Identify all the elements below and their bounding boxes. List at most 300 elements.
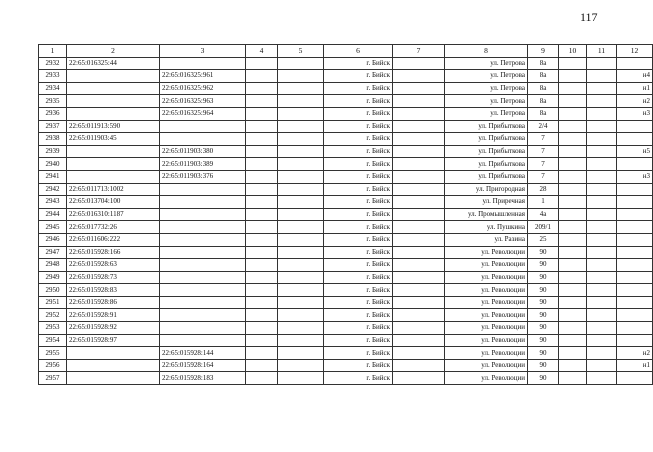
table-row	[39, 57, 653, 70]
cell-col-11	[587, 271, 617, 284]
cell-col-9: 90	[528, 284, 559, 297]
cell-col-11	[587, 296, 617, 309]
cell-col-5	[278, 246, 324, 259]
cell-col-12	[617, 208, 653, 221]
cell-col-1: 2955	[39, 347, 67, 360]
table-row	[39, 322, 653, 335]
table-row	[39, 233, 653, 246]
cell-col-9: 8а	[528, 82, 559, 95]
cell-col-11	[587, 233, 617, 246]
cell-col-9: 7	[528, 158, 559, 171]
cell-col-8: ул. Революции	[445, 271, 528, 284]
cell-col-9: 209/1	[528, 221, 559, 234]
cell-col-6: г. Бийск	[324, 170, 393, 183]
cell-col-6: г. Бийск	[324, 233, 393, 246]
cell-col-6: г. Бийск	[324, 183, 393, 196]
cell-col-2	[67, 95, 160, 108]
cell-col-2	[67, 347, 160, 360]
cell-col-8: ул. Разина	[445, 233, 528, 246]
cell-col-1: 2949	[39, 271, 67, 284]
cell-col-8: ул. Революции	[445, 359, 528, 372]
cell-col-3	[160, 322, 246, 335]
cell-col-3	[160, 133, 246, 146]
cell-col-3	[160, 183, 246, 196]
cell-col-2: 22:65:017732:26	[67, 221, 160, 234]
cell-col-2	[67, 359, 160, 372]
cell-col-1: 2953	[39, 322, 67, 335]
cell-col-10	[559, 70, 587, 83]
cell-col-10	[559, 208, 587, 221]
cell-col-8: ул. Приречная	[445, 196, 528, 209]
cell-col-6: г. Бийск	[324, 158, 393, 171]
cell-col-12	[617, 183, 653, 196]
cell-col-11	[587, 170, 617, 183]
cell-col-3	[160, 271, 246, 284]
cell-col-5	[278, 271, 324, 284]
cell-col-2: 22:65:015928:97	[67, 334, 160, 347]
cell-col-10	[559, 372, 587, 385]
table-row	[39, 347, 653, 360]
cell-col-8: ул. Прибыткова	[445, 145, 528, 158]
cell-col-12	[617, 221, 653, 234]
cell-col-4	[246, 133, 278, 146]
cell-col-11	[587, 183, 617, 196]
cell-col-11	[587, 284, 617, 297]
cell-col-6: г. Бийск	[324, 309, 393, 322]
cell-col-2: 22:65:011913:590	[67, 120, 160, 133]
cell-col-4	[246, 70, 278, 83]
cell-col-3	[160, 246, 246, 259]
cell-col-5	[278, 334, 324, 347]
table-row	[39, 133, 653, 146]
cell-col-9: 90	[528, 309, 559, 322]
cell-col-1: 2941	[39, 170, 67, 183]
cell-col-9: 8а	[528, 70, 559, 83]
cell-col-3: 22:65:011903:389	[160, 158, 246, 171]
cell-col-8: ул. Петрова	[445, 57, 528, 70]
cell-col-3: 22:65:016325:961	[160, 70, 246, 83]
cell-col-1: 2939	[39, 145, 67, 158]
cell-col-10	[559, 271, 587, 284]
cell-col-7	[393, 170, 445, 183]
cell-col-8: ул. Промышленная	[445, 208, 528, 221]
cell-col-4	[246, 309, 278, 322]
column-header-8: 8	[445, 45, 528, 58]
cell-col-12	[617, 57, 653, 70]
cell-col-7	[393, 246, 445, 259]
cell-col-7	[393, 284, 445, 297]
cell-col-8: ул. Революции	[445, 347, 528, 360]
cell-col-1: 2942	[39, 183, 67, 196]
cell-col-10	[559, 82, 587, 95]
cell-col-9: 7	[528, 133, 559, 146]
cell-col-10	[559, 120, 587, 133]
table-row	[39, 334, 653, 347]
cell-col-5	[278, 309, 324, 322]
cell-col-6: г. Бийск	[324, 107, 393, 120]
cell-col-12	[617, 284, 653, 297]
table-row	[39, 246, 653, 259]
table-row	[39, 372, 653, 385]
cell-col-5	[278, 133, 324, 146]
cell-col-6: г. Бийск	[324, 259, 393, 272]
table-row	[39, 82, 653, 95]
cell-col-7	[393, 57, 445, 70]
cell-col-7	[393, 208, 445, 221]
cell-col-4	[246, 259, 278, 272]
cell-col-8: ул. Революции	[445, 284, 528, 297]
cell-col-1: 2952	[39, 309, 67, 322]
cell-col-5	[278, 120, 324, 133]
cell-col-3: 22:65:016325:962	[160, 82, 246, 95]
column-header-11: 11	[587, 45, 617, 58]
cell-col-8: ул. Революции	[445, 372, 528, 385]
cell-col-2: 22:65:015928:86	[67, 296, 160, 309]
cell-col-7	[393, 221, 445, 234]
cell-col-9: 90	[528, 372, 559, 385]
cell-col-8: ул. Революции	[445, 334, 528, 347]
cell-col-5	[278, 183, 324, 196]
cell-col-7	[393, 309, 445, 322]
cell-col-10	[559, 347, 587, 360]
table-row	[39, 170, 653, 183]
cell-col-4	[246, 347, 278, 360]
cell-col-5	[278, 82, 324, 95]
table-row	[39, 107, 653, 120]
cell-col-8: ул. Петрова	[445, 95, 528, 108]
cell-col-1: 2938	[39, 133, 67, 146]
cell-col-7	[393, 145, 445, 158]
cell-col-6: г. Бийск	[324, 208, 393, 221]
cell-col-4	[246, 233, 278, 246]
cell-col-2: 22:65:015928:166	[67, 246, 160, 259]
cell-col-4	[246, 334, 278, 347]
cell-col-1: 2954	[39, 334, 67, 347]
cell-col-3	[160, 284, 246, 297]
column-header-5: 5	[278, 45, 324, 58]
cell-col-3: 22:65:011903:376	[160, 170, 246, 183]
cell-col-10	[559, 170, 587, 183]
cell-col-1: 2940	[39, 158, 67, 171]
cell-col-8: ул. Революции	[445, 259, 528, 272]
cell-col-6: г. Бийск	[324, 271, 393, 284]
cell-col-3	[160, 296, 246, 309]
cell-col-5	[278, 221, 324, 234]
cell-col-5	[278, 359, 324, 372]
cell-col-12	[617, 322, 653, 335]
cell-col-2: 22:65:011903:45	[67, 133, 160, 146]
column-header-4: 4	[246, 45, 278, 58]
cell-col-2	[67, 170, 160, 183]
cell-col-3	[160, 334, 246, 347]
cell-col-10	[559, 95, 587, 108]
cell-col-2: 22:65:015928:73	[67, 271, 160, 284]
cell-col-3: 22:65:011903:380	[160, 145, 246, 158]
cell-col-6: г. Бийск	[324, 334, 393, 347]
cell-col-4	[246, 271, 278, 284]
cell-col-10	[559, 221, 587, 234]
cell-col-5	[278, 170, 324, 183]
column-header-3: 3	[160, 45, 246, 58]
cell-col-2: 22:65:016310:1187	[67, 208, 160, 221]
cell-col-7	[393, 372, 445, 385]
cell-col-1: 2935	[39, 95, 67, 108]
cell-col-9: 90	[528, 359, 559, 372]
cell-col-11	[587, 334, 617, 347]
cell-col-9: 7	[528, 170, 559, 183]
cell-col-3: 22:65:016325:964	[160, 107, 246, 120]
table-row	[39, 120, 653, 133]
cell-col-3	[160, 120, 246, 133]
cell-col-3	[160, 208, 246, 221]
cell-col-7	[393, 82, 445, 95]
cell-col-12: н4	[617, 70, 653, 83]
table-row	[39, 309, 653, 322]
cell-col-1: 2945	[39, 221, 67, 234]
cell-col-2	[67, 158, 160, 171]
cell-col-9: 8а	[528, 107, 559, 120]
cell-col-12	[617, 133, 653, 146]
cell-col-10	[559, 246, 587, 259]
cell-col-6: г. Бийск	[324, 347, 393, 360]
cell-col-12	[617, 120, 653, 133]
cell-col-5	[278, 372, 324, 385]
cell-col-6: г. Бийск	[324, 196, 393, 209]
cell-col-10	[559, 284, 587, 297]
table-row	[39, 271, 653, 284]
cell-col-6: г. Бийск	[324, 296, 393, 309]
table-row	[39, 259, 653, 272]
cell-col-7	[393, 271, 445, 284]
cell-col-5	[278, 158, 324, 171]
table-row	[39, 296, 653, 309]
cell-col-11	[587, 221, 617, 234]
cell-col-1: 2943	[39, 196, 67, 209]
cell-col-2: 22:65:011713:1002	[67, 183, 160, 196]
cell-col-7	[393, 158, 445, 171]
cell-col-9: 90	[528, 334, 559, 347]
cell-col-4	[246, 57, 278, 70]
cell-col-1: 2933	[39, 70, 67, 83]
column-header-10: 10	[559, 45, 587, 58]
cell-col-11	[587, 347, 617, 360]
cell-col-7	[393, 107, 445, 120]
cell-col-8: ул. Прибыткова	[445, 158, 528, 171]
cell-col-7	[393, 196, 445, 209]
cell-col-2: 22:65:011606:222	[67, 233, 160, 246]
cell-col-1: 2946	[39, 233, 67, 246]
cell-col-10	[559, 158, 587, 171]
cell-col-12: н3	[617, 170, 653, 183]
cell-col-8: ул. Революции	[445, 246, 528, 259]
cell-col-9: 90	[528, 347, 559, 360]
table-row	[39, 95, 653, 108]
table-row	[39, 284, 653, 297]
cell-col-5	[278, 259, 324, 272]
cell-col-9: 90	[528, 246, 559, 259]
cell-col-6: г. Бийск	[324, 145, 393, 158]
column-header-1: 1	[39, 45, 67, 58]
cell-col-11	[587, 107, 617, 120]
cell-col-9: 1	[528, 196, 559, 209]
cell-col-5	[278, 107, 324, 120]
column-header-6: 6	[324, 45, 393, 58]
cell-col-7	[393, 95, 445, 108]
cell-col-9: 8а	[528, 95, 559, 108]
cell-col-11	[587, 158, 617, 171]
cell-col-6: г. Бийск	[324, 221, 393, 234]
cell-col-4	[246, 183, 278, 196]
cell-col-10	[559, 196, 587, 209]
cell-col-7	[393, 334, 445, 347]
cell-col-8: ул. Прибыткова	[445, 133, 528, 146]
cell-col-7	[393, 259, 445, 272]
table-row	[39, 221, 653, 234]
cell-col-6: г. Бийск	[324, 133, 393, 146]
cell-col-11	[587, 70, 617, 83]
cell-col-10	[559, 296, 587, 309]
cell-col-4	[246, 246, 278, 259]
cell-col-4	[246, 158, 278, 171]
cell-col-8: ул. Революции	[445, 296, 528, 309]
cell-col-12	[617, 271, 653, 284]
table-row	[39, 196, 653, 209]
cell-col-2: 22:65:016325:44	[67, 57, 160, 70]
cell-col-2	[67, 107, 160, 120]
table-row	[39, 145, 653, 158]
cell-col-11	[587, 57, 617, 70]
cell-col-6: г. Бийск	[324, 95, 393, 108]
cell-col-3	[160, 57, 246, 70]
cell-col-10	[559, 183, 587, 196]
cell-col-1: 2957	[39, 372, 67, 385]
cell-col-9: 90	[528, 259, 559, 272]
cell-col-6: г. Бийск	[324, 284, 393, 297]
table-row	[39, 359, 653, 372]
cell-col-7	[393, 70, 445, 83]
cell-col-2: 22:65:015928:83	[67, 284, 160, 297]
cell-col-4	[246, 322, 278, 335]
cell-col-6: г. Бийск	[324, 246, 393, 259]
cell-col-4	[246, 296, 278, 309]
cell-col-2: 22:65:013704:100	[67, 196, 160, 209]
cell-col-5	[278, 95, 324, 108]
cell-col-11	[587, 372, 617, 385]
cell-col-2	[67, 145, 160, 158]
cell-col-2	[67, 82, 160, 95]
cell-col-6: г. Бийск	[324, 57, 393, 70]
cell-col-12: н5	[617, 145, 653, 158]
cell-col-8: ул. Петрова	[445, 107, 528, 120]
cell-col-4	[246, 372, 278, 385]
cell-col-9: 2/4	[528, 120, 559, 133]
column-header-9: 9	[528, 45, 559, 58]
cell-col-3	[160, 233, 246, 246]
cell-col-2: 22:65:015928:91	[67, 309, 160, 322]
column-header-7: 7	[393, 45, 445, 58]
cell-col-3	[160, 309, 246, 322]
cell-col-10	[559, 359, 587, 372]
cell-col-6: г. Бийск	[324, 322, 393, 335]
cell-col-3: 22:65:015928:183	[160, 372, 246, 385]
cell-col-3	[160, 221, 246, 234]
cell-col-7	[393, 183, 445, 196]
cell-col-4	[246, 221, 278, 234]
cell-col-8: ул. Петрова	[445, 70, 528, 83]
cell-col-7	[393, 133, 445, 146]
cell-col-1: 2932	[39, 57, 67, 70]
cell-col-11	[587, 82, 617, 95]
cell-col-1: 2951	[39, 296, 67, 309]
cell-col-4	[246, 170, 278, 183]
cell-col-7	[393, 359, 445, 372]
cell-col-4	[246, 359, 278, 372]
cell-col-10	[559, 145, 587, 158]
cell-col-7	[393, 347, 445, 360]
cell-col-4	[246, 196, 278, 209]
cell-col-11	[587, 133, 617, 146]
cell-col-11	[587, 196, 617, 209]
cell-col-7	[393, 233, 445, 246]
cell-col-3: 22:65:016325:963	[160, 95, 246, 108]
cell-col-10	[559, 259, 587, 272]
cell-col-12	[617, 158, 653, 171]
cell-col-12: н1	[617, 82, 653, 95]
cell-col-12: н2	[617, 95, 653, 108]
registry-table	[38, 44, 653, 385]
cell-col-10	[559, 57, 587, 70]
cell-col-10	[559, 133, 587, 146]
cell-col-4	[246, 82, 278, 95]
cell-col-2: 22:65:015928:63	[67, 259, 160, 272]
cell-col-3: 22:65:015928:164	[160, 359, 246, 372]
table-row	[39, 208, 653, 221]
cell-col-11	[587, 246, 617, 259]
cell-col-6: г. Бийск	[324, 120, 393, 133]
cell-col-8: ул. Пушкина	[445, 221, 528, 234]
cell-col-11	[587, 95, 617, 108]
cell-col-6: г. Бийск	[324, 82, 393, 95]
cell-col-5	[278, 322, 324, 335]
cell-col-12	[617, 372, 653, 385]
cell-col-12: н2	[617, 347, 653, 360]
cell-col-1: 2956	[39, 359, 67, 372]
table-row	[39, 158, 653, 171]
cell-col-8: ул. Революции	[445, 309, 528, 322]
cell-col-9: 8а	[528, 57, 559, 70]
cell-col-1: 2937	[39, 120, 67, 133]
cell-col-2: 22:65:015928:92	[67, 322, 160, 335]
cell-col-8: ул. Революции	[445, 322, 528, 335]
cell-col-9: 4а	[528, 208, 559, 221]
cell-col-11	[587, 145, 617, 158]
cell-col-2	[67, 70, 160, 83]
header-row	[39, 45, 653, 58]
cell-col-9: 7	[528, 145, 559, 158]
cell-col-8: ул. Петрова	[445, 82, 528, 95]
cell-col-10	[559, 233, 587, 246]
cell-col-5	[278, 347, 324, 360]
cell-col-12	[617, 259, 653, 272]
cell-col-12	[617, 246, 653, 259]
cell-col-5	[278, 57, 324, 70]
cell-col-10	[559, 309, 587, 322]
cell-col-10	[559, 334, 587, 347]
cell-col-2	[67, 372, 160, 385]
cell-col-1: 2934	[39, 82, 67, 95]
cell-col-8: ул. Пригородная	[445, 183, 528, 196]
cell-col-10	[559, 322, 587, 335]
